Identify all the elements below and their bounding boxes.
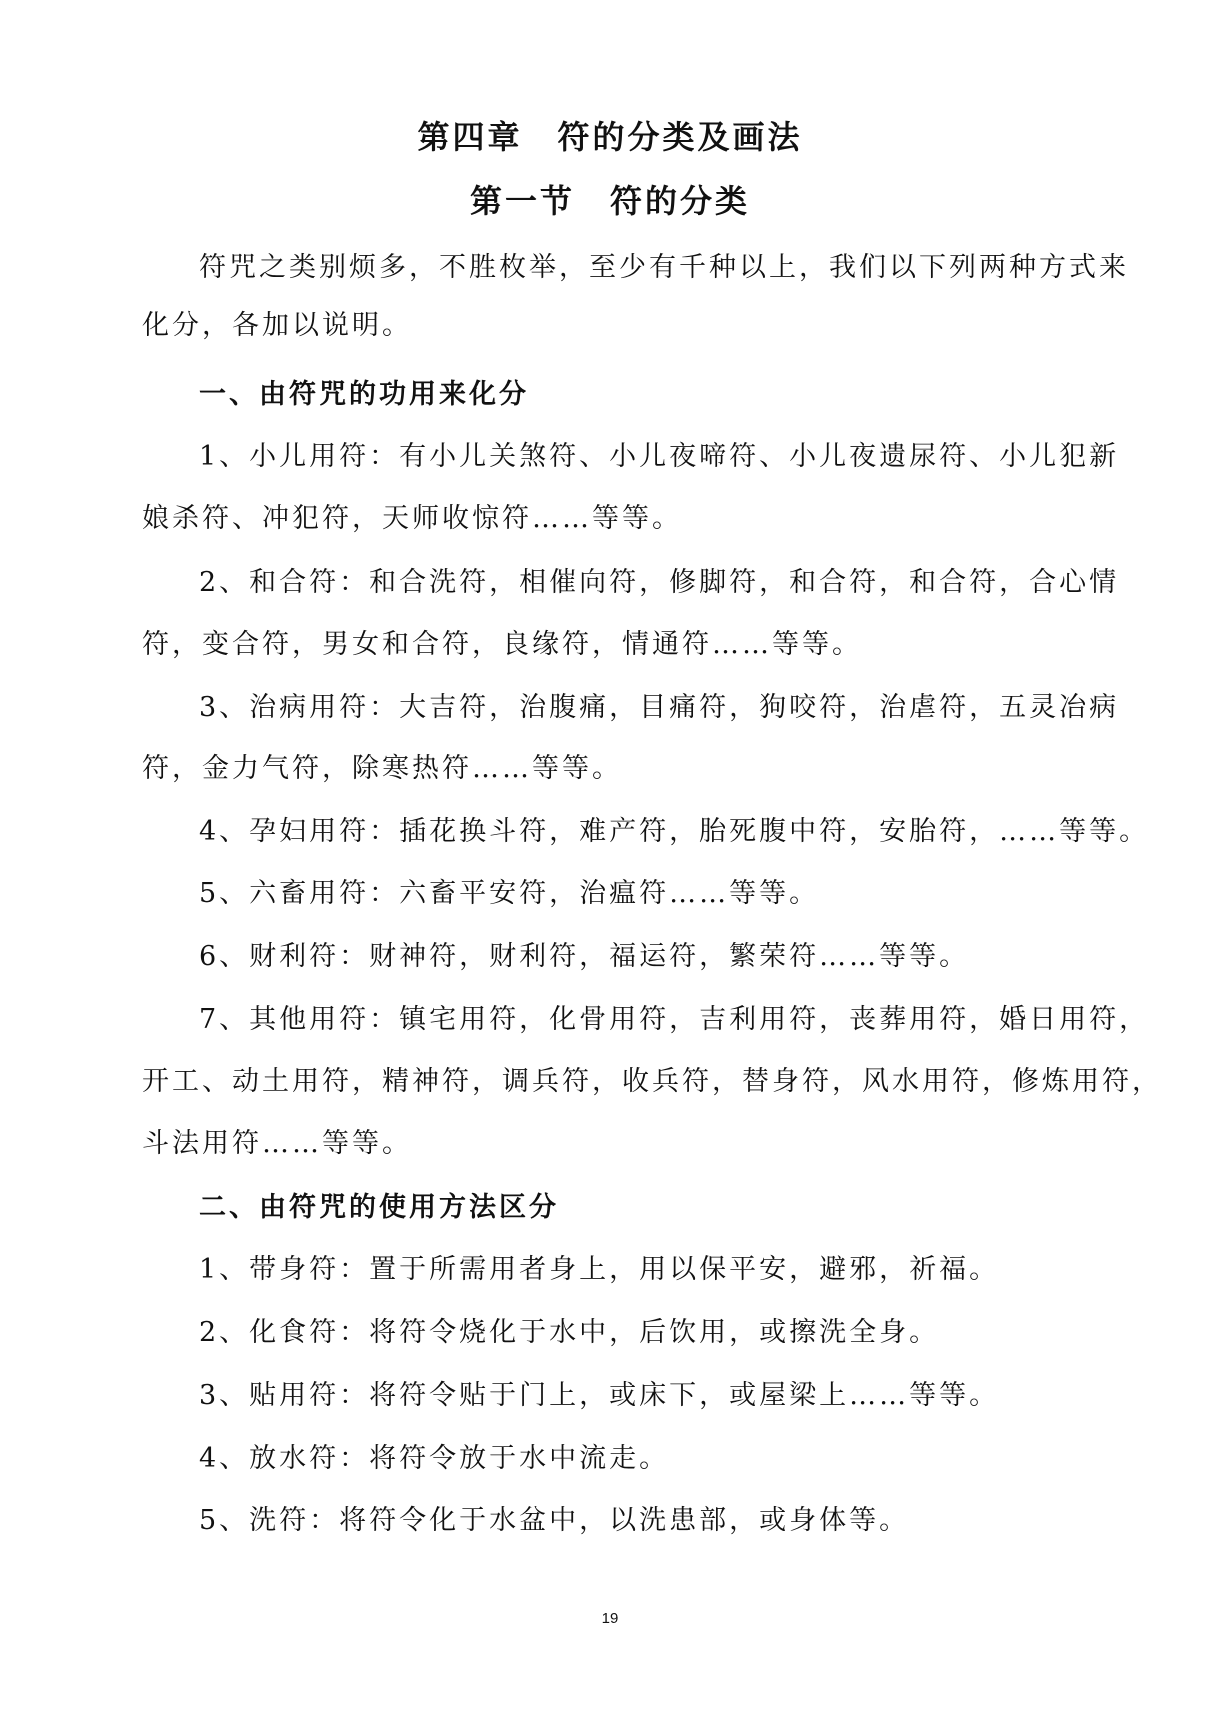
list-item: 4、放水符：将符令放于水中流走。	[199, 1443, 670, 1474]
list-item-cont: 娘杀符、冲犯符，天师收惊符……等等。	[142, 503, 682, 534]
chapter-title: 第四章 符的分类及画法	[417, 118, 803, 156]
list-item-cont: 开工、动土用符，精神符，调兵符，收兵符，替身符，风水用符，修炼用符，	[142, 1066, 1162, 1097]
list-item: 2、化食符：将符令烧化于水中，后饮用，或擦洗全身。	[199, 1317, 940, 1348]
list-item: 1、带身符：置于所需用者身上，用以保平安，避邪，祈福。	[199, 1254, 1000, 1285]
list-item: 6、财利符：财神符，财利符，福运符，繁荣符……等等。	[199, 941, 970, 972]
list-item-cont: 斗法用符……等等。	[142, 1128, 412, 1159]
intro-line: 化分，各加以说明。	[142, 310, 412, 341]
page-number: 19	[601, 1610, 619, 1627]
intro-line: 符咒之类别烦多，不胜枚举，至少有千种以上，我们以下列两种方式来	[199, 252, 1129, 283]
section-title: 第一节 符的分类	[469, 182, 750, 220]
part1-heading: 一、由符咒的功用来化分	[199, 379, 529, 410]
list-item: 5、六畜用符：六畜平安符，治瘟符……等等。	[199, 878, 820, 909]
list-item: 3、治病用符：大吉符，治腹痛，目痛符，狗咬符，治虐符，五灵冶病	[199, 692, 1120, 723]
list-item: 1、小儿用符：有小儿关煞符、小儿夜啼符、小儿夜遗尿符、小儿犯新	[199, 441, 1120, 472]
list-item: 5、洗符：将符令化于水盆中，以洗患部，或身体等。	[199, 1505, 910, 1536]
list-item: 4、孕妇用符：插花换斗符，难产符，胎死腹中符，安胎符，……等等。	[199, 816, 1150, 847]
list-item-cont: 符，变合符，男女和合符，良缘符，情通符……等等。	[142, 629, 862, 660]
part2-heading: 二、由符咒的使用方法区分	[199, 1192, 559, 1223]
list-item: 7、其他用符：镇宅用符，化骨用符，吉利用符，丧葬用符，婚日用符，	[199, 1004, 1150, 1035]
list-item: 2、和合符：和合洗符，相催向符，修脚符，和合符，和合符，合心情	[199, 567, 1120, 598]
list-item: 3、贴用符：将符令贴于门上，或床下，或屋梁上……等等。	[199, 1380, 1000, 1411]
list-item-cont: 符，金力气符，除寒热符……等等。	[142, 753, 622, 784]
